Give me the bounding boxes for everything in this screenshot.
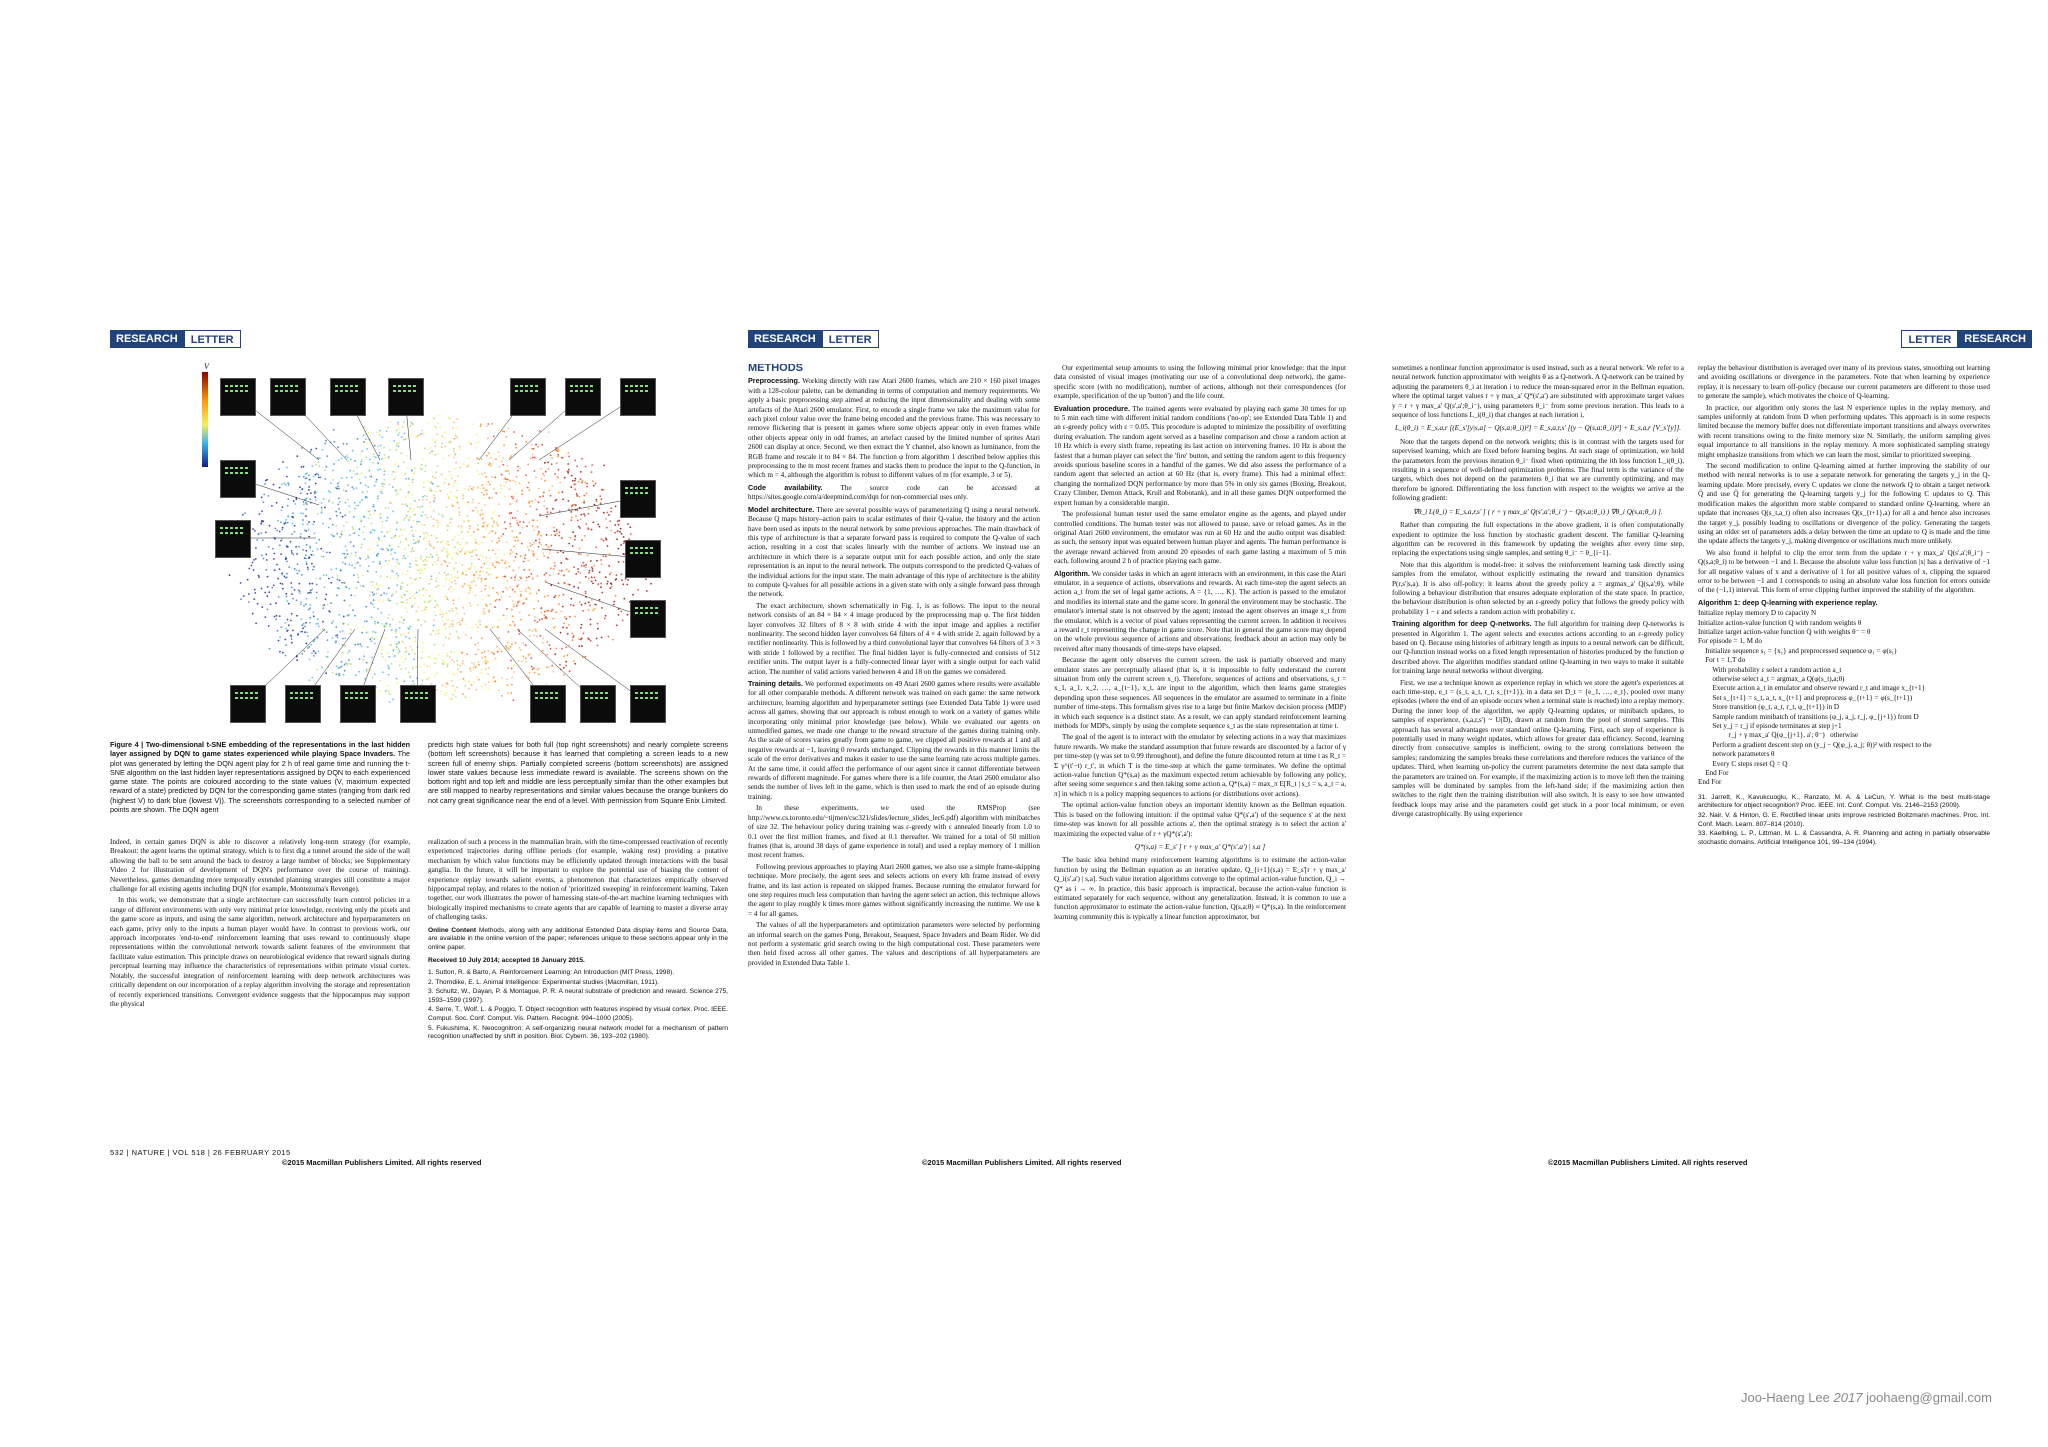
figure-caption-left: [110, 740, 410, 814]
game-screenshot: [215, 520, 251, 558]
methods-heading: METHODS: [748, 364, 803, 374]
copyright-page3: ©2015 Macmillan Publishers Limited. All rights reserved: [1548, 1158, 1748, 1167]
online-content-title: Online Content: [428, 926, 477, 934]
reference-list: [1698, 794, 1990, 848]
body-column-right: [428, 838, 728, 1148]
algorithm-line: network parameters θ: [1698, 750, 1775, 759]
copyright-page1: ©2015 Macmillan Publishers Limited. All rights reserved: [282, 1158, 482, 1167]
reference-list: [428, 969, 728, 1042]
game-screenshot: [220, 460, 256, 498]
paragraph: The professional human tester used the same emulator engine as the agents, and played under controlled conditions. The human tester was not allowed to pause, save or reload games. As in the original Atari 2600 environment, the emulator was run at 60 Hz and the audio output was disabled: as such, the sensory input was equated between human player and agents. The human performance is the average reward achieved from around 20 episodes of each game lasting a maximum of 5 min each, following around 2 h of practice playing each game.: [1054, 510, 1346, 566]
algorithm-title: Algorithm 1: deep Q-learning with experience replay.: [1698, 597, 1878, 607]
algorithm-line: For episode = 1, M do: [1698, 637, 1762, 646]
paragraph: In this work, we demonstrate that a single architecture can successfully learn control policies in a range of different environments with only very minimal prior knowledge, receiving only the pixels and the game score as inputs, and using the same algorithm, network architecture and hyperparameters on each game, privy only to the inputs a human player would have. In contrast to previous work, our approach incorporates 'end-to-end' reinforcement learning that uses reward to continuously shape representations within the convolutional network towards salient features of the environment that facilitate value estimation. This principle draws on neurobiological evidence that reward signals during perceptual learning may influence the characteristics of representations within primate visual cortex. Notably, the successful integration of reinforcement learning with deep network architectures was critically dependent on our incorporation of a replay algorithm involving the storage and representation of recently experienced transitions. Convergent evidence suggests that the hippocampus may support the physical: [110, 896, 410, 1008]
paragraph: Following previous approaches to playing Atari 2600 games, we also use a simple frame-skipping technique. More precisely, the agent sees and selects actions on every kth frame instead of every frame, and its last action is repeated on skipped frames. Because running the emulator forward for one step requires much less computation than having the agent select an action, this technique allows the agent to play roughly k times more games without significantly increasing the runtime. We use k = 4 for all games.: [748, 862, 1040, 918]
paragraph: There are several possible ways of parameterizing Q using a neural network. Because Q maps history–action pairs to scalar estimates of their Q-value, the history and the action have been used as inputs to the neural network by some previous approaches. The main drawback of this type of architecture is that a separate forward pass is required to compute the Q-value of each action, resulting in a cost that scales linearly with the number of actions. We instead use an architecture in which there is a separate output unit for each possible action, and only the state representation is an input to the neural network. The outputs correspond to the predicted Q-values of the individual actions for the input state. The main advantage of this type of architecture is the ability to compute Q-values for all possible actions in a given state with only a single forward pass through the network.: [748, 505, 1040, 599]
paragraph: Because the agent only observes the current screen, the task is partially observed and many emulator states are perceptually aliased (that is, it is impossible to fully understand the current situation from only the current screen x_t). Therefore, sequences of actions and observations, s_t = x_1, a_1, x_2, …, a_{t−1}, x_t, are input to the algorithm, which then learns game strategies depending upon these sequences. All sequences in the emulator are assumed to terminate in a finite number of time-steps. This formalism gives rise to a large but finite Markov decision process (MDP) in which each sequence is a distinct state. As a result, we can apply standard reinforcement learning methods for MDPs, simply by using the complete sequence s_t as the state representation at time t.: [1054, 656, 1346, 731]
game-screenshot: [220, 378, 256, 416]
paragraph: The optimal action-value function obeys an important identity known as the Bellman equation. This is based on the following intuition: if the optimal value Q*(s',a') of the sequence s' at the next time-step was known for all possible actions a', then the optimal strategy is to select the action a' maximizing the expected value of r + γQ*(s',a'):: [1054, 801, 1346, 838]
game-screenshot: [230, 685, 266, 723]
subheading: Training algorithm for deep Q-networks.: [1392, 619, 1532, 629]
game-screenshot: [530, 685, 566, 723]
game-screenshot: [330, 378, 366, 416]
algorithm-line: With probability ε select a random action a_t: [1698, 665, 1842, 674]
game-screenshot: [340, 685, 376, 723]
subheading: Training details.: [748, 679, 803, 688]
game-screenshot: [388, 378, 424, 416]
game-screenshot: [270, 378, 306, 416]
algorithm-line: otherwise select a_t = argmax_a Q(φ(s_t),a;θ): [1698, 675, 1845, 683]
section-tag: [110, 330, 241, 348]
game-screenshot: [625, 540, 661, 578]
subheading: Preprocessing.: [748, 376, 800, 386]
paragraph: replay the behaviour distribution is averaged over many of its previous states, smoothing out learning and avoiding oscillations or divergence in the parameters. Note that when learning by experience replay, it is necessary to learn off-policy (because our current parameters are different to those used to generate the sample), which motivates the choice of Q-learning.: [1698, 364, 1990, 401]
tag-research: RESEARCH: [110, 330, 184, 348]
game-screenshot: [565, 378, 601, 416]
online-content: [428, 927, 728, 953]
paragraph: The values of all the hyperparameters and optimization parameters were selected by performing an informal search on the games Pong, Breakout, Seaquest, Space Invaders and Beam Rider. We did not perform a systematic grid search owing to the high computational cost. These parameters were then held fixed across all other games. The values and descriptions of all hyperparameters are provided in Extended Data Table 1.: [748, 921, 1040, 967]
game-screenshot: [400, 685, 436, 723]
algorithm-line: Execute action a_t in emulator and observe reward r_t and image x_{t+1}: [1698, 684, 1926, 693]
game-screenshot: [510, 378, 546, 416]
subheading: Code availability.: [748, 482, 823, 492]
paragraph: The goal of the agent is to interact with the emulator by selecting actions in a way that maximizes future rewards. We make the standard assumption that future rewards are discounted by a factor of γ per time-step (γ was set to 0.99 throughout), and define the future discounted return at time t as R_t = Σ γ^(t'−t) r_t', in which T is the time-step at which the game terminates. We define the optimal action-value function Q*(s,a) as the maximum expected return achievable by following any policy, after seeing some sequence s and then taking some action a, Q*(s,a) = max_π E[R_t | s_t = s, a_t = a, π] in which π is a policy mapping sequences to actions (or distributions over actions).: [1054, 733, 1346, 798]
paragraph: The trained agents were evaluated by playing each game 30 times for up to 5 min each time with different initial random conditions ('no-op'; see Extended Data Table 1) and an ε-greedy policy with ε = 0.05. This procedure is adopted to minimize the possibility of overfitting during evaluation. The random agent served as a baseline comparison and chose a random action at 10 Hz which is every sixth frame, repeating its last action on intervening frames. 10 Hz is about the fastest that a human player can select the 'fire' button, and setting the random agent to this frequency avoids spurious baseline scores in a handful of the games. We did also assess the performance of a random agent that selected an action at 60 Hz (that is, every frame). This had a minimal effect: changing the normalized DQN performance by more than 5% in only six games (Boxing, Breakout, Crazy Climber, Demon Attack, Krull and Robotank), and in all these games DQN outperformed the expert human by a considerable margin.: [1054, 404, 1346, 507]
methods-column-right: [1698, 364, 1990, 1154]
gradient-equation: ∇θ_i L(θ_i) = E_s,a,r,s' [ ( r + γ max_a' Q(s',a';θ_i⁻) − Q(s,a;θ_i) ) ∇θ_i Q(s,a;θ_i) ].: [1413, 507, 1663, 516]
paragraph: The source code can be accessed at https://sites.google.com/a/deepmind.com/dqn for non-commercial uses only.: [748, 483, 1040, 502]
algorithm-line: Initialize sequence s₁ = {x₁} and preprocessed sequence φ₁ = φ(s₁): [1698, 646, 1897, 655]
figure-4-tsne: [110, 360, 735, 732]
paragraph: We performed experiments on 49 Atari 2600 games where results were available for all other comparable methods. A different network was trained on each game: the same network architecture, learning algorithm and hyperparameter settings (see Extended Data Table 1) were used across all games, showing that our approach is robust enough to work on a variety of games while incorporating only minimal prior knowledge (see below). While we evaluated our agents on unmodified games, we made one change to the reward structure of the games during training only. As the scale of scores varies greatly from game to game, we clipped all positive rewards at 1 and all negative rewards at −1, leaving 0 rewards unchanged. Clipping the rewards in this manner limits the scale of the error derivatives and makes it easier to use the same learning rate across multiple games. At the same time, it could affect the performance of our agent since it cannot differentiate between rewards of different magnitude. For games where there is a life counter, the Atari 2600 emulator also sends the number of lives left in the game, which is then used to mark the end of an episode during training.: [748, 680, 1040, 801]
paragraph: We also found it helpful to clip the error term from the update r + γ max_a' Q(s',a';θ_i⁻) − Q(s,a;θ_i) to be between −1 and 1. Because the absolute value loss function |x| has a derivative of −1 for all negative values of x and a derivative of 1 for all positive values of x, clipping the squared error to be between −1 and 1 corresponds to using an absolute value loss function for errors outside of the (−1,1) interval. This form of error clipping further improved the stability of the algorithm.: [1698, 548, 1990, 595]
section-tag: [1901, 330, 2032, 348]
tag-letter: LETTER: [822, 330, 879, 348]
paragraph: realization of such a process in the mammalian brain, with the time-compressed reactivation of recently experienced trajectories during offline periods (for example, waking rest) providing a putative mechanism by which value functions may be efficiently updated through interactions with the basal ganglia. In the future, it will be important to explore the potential use of biasing the content of experience replay towards salient events, a phenomenon that characterizes empirically observed hippocampal replay, and relates to the notion of 'prioritized sweeping' in reinforcement learning. Taken together, our work illustrates the power of harnessing state-of-the-art machine learning techniques with biologically inspired mechanisms to create agents that are capable of learning to master a diverse array of challenging tasks.: [428, 838, 728, 922]
reference-item: 31. Jarrett, K., Kavukcuoglu, K., Ranzato, M. A. & LeCun, Y. What is the best multi-stage architecture for object recognition? Proc. IEEE. Int. Conf. Comput. Vis. 2146–2153 (2009).: [1698, 793, 1990, 810]
caption-text: The plot was generated by letting the DQN agent play for 2 h of real game time and running the t-SNE algorithm on the last hidden layer representations assigned by DQN to each experienced game state. The points are coloured according to the state values (V, maximum expected reward of a state) predicted by DQN for the corresponding game states (ranging from dark red (highest V) to dark blue (lowest V)). The screenshots corresponding to a selected number of points are shown. The DQN agent: [110, 749, 410, 815]
watermark-email: joohaeng@gmail.com: [1866, 1390, 1992, 1405]
watermark-name: Joo-Haeng Lee: [1740, 1390, 1830, 1405]
paragraph: The full algorithm for training deep Q-networks is presented in Algorithm 1. The agent selects and executes actions according to an ε-greedy policy based on Q. Because using histories of arbitrary length as inputs to a neural network can be difficult, our Q-function instead works on a fixed length representation of histories produced by the function φ described above. The algorithm modifies standard online Q-learning in two ways to make it suitable for training large neural networks without diverging.: [1392, 620, 1684, 676]
tag-letter: LETTER: [184, 330, 241, 348]
paragraph: The exact architecture, shown schematically in Fig. 1, is as follows. The input to the neural network consists of an 84 × 84 × 4 image produced by the preprocessing map φ. The first hidden layer convolves 32 filters of 8 × 8 with stride 4 with the input image and applies a rectifier nonlinearity. The second hidden layer convolves 64 filters of 4 × 4 with stride 2, again followed by a rectifier nonlinearity. This is followed by a third convolutional layer that convolves 64 filters of 3 × 3 with stride 1 followed by a rectifier. The final hidden layer is fully-connected and consists of 512 rectifier units. The output layer is a fully-connected linear layer with a single output for each valid action. The number of valid actions varied between 4 and 18 on the games we considered.: [748, 601, 1040, 676]
paragraph: In practice, our algorithm only stores the last N experience tuples in the replay memory, and samples uniformly at random from D when performing updates. This approach is in some respects limited because the memory buffer does not differentiate important transitions and always overwrites with recent transitions owing to the finite memory size N. Similarly, the uniform sampling gives equal importance to all transitions in the replay memory. A more sophisticated sampling strategy might emphasize transitions from which we can learn the most, similar to prioritized sweeping.: [1698, 403, 1990, 459]
figure-caption-right: predicts high state values for both full (top right screenshots) and nearly complete screens (bottom left screenshots) because it has learned that completing a screen leads to a new screen full of enemy ships. Partially completed screens (bottom screenshots) are assigned lower state values because less immediate reward is available. The screens shown on the bottom right and top left and middle are less perceptually similar than the other examples but are still mapped to nearby representations and similar values because the orange bunkers do not carry great significance near the end of a level. With permission from Square Enix Limited.: [428, 740, 728, 805]
page-methods-continued: [1392, 330, 2032, 1160]
algorithm-line: Set y_j = r_j if episode terminates at step j+1: [1698, 722, 1842, 731]
tag-research: RESEARCH: [748, 330, 822, 348]
body-column-left: [110, 838, 410, 1148]
reference-item: 5. Fukushima, K. Neocognitron: A self-organizing neural network model for a mechanism of pattern recognition unaffected by shift in position. Biol. Cybern. 36, 193–202 (1980).: [428, 1024, 728, 1041]
paragraph: Note that this algorithm is model-free: it solves the reinforcement learning task directly using samples from the emulator, without explicitly estimating the reward and transition dynamics P(r,s'|s,a). It is also off-policy: it learns about the greedy policy a = argmax_a' Q(s,a';θ), while following a behaviour distribution that ensures adequate exploration of the state space. In practice, the behaviour distribution is often selected by an ε-greedy policy that follows the greedy policy with probability 1 − ε and selects a random action with probability ε.: [1392, 560, 1684, 616]
methods-column-left: [1392, 364, 1684, 1154]
received-date: Received 10 July 2014; accepted 16 January 2015.: [428, 957, 585, 965]
algorithm-line: Perform a gradient descent step on (y_j − Q(φ_j, a_j; θ))² with respect to the: [1698, 740, 1932, 749]
reference-item: 4. Serre, T., Wolf, L. & Poggio, T. Object recognition with features inspired by visual cortex. Proc. IEEE. Comput. Soc. Conf. Comput. Vis. Pattern. Recognit. 994–1000 (2005).: [428, 1006, 728, 1022]
algorithm-line: r_j + γ max_a' Q̂(φ_{j+1}, a'; θ⁻) otherwise: [1698, 731, 1859, 740]
paragraph: In these experiments, we used the RMSProp (see http://www.cs.toronto.edu/~tijmen/csc321/slides/lecture_slides_lec6.pdf) algorithm with minibatches of size 32. The behaviour policy during training was ε-greedy with ε annealed linearly from 1.0 to 0.1 over the first million frames, and fixed at 0.1 thereafter. We trained for a total of 50 million frames (that is, around 38 days of game experience in total) and used a replay memory of 1 million most recent frames.: [748, 804, 1040, 860]
paragraph: The basic idea behind many reinforcement learning algorithms is to estimate the action-value function by using the Bellman equation as an iterative update, Q_{i+1}(s,a) = E_s'[r + γ max_a' Q_i(s',a') | s,a]. Such value iteration algorithms converge to the optimal action-value function, Q_i → Q* as i → ∞. In practice, this basic approach is impractical, because the action-value function is estimated separately for each sequence, without any generalization. Instead, it is common to use a function approximator to estimate the action-value function, Q(s,a;θ) ≈ Q*(s,a). In the reinforcement learning community this is typically a linear function approximator, but: [1054, 856, 1346, 921]
game-screenshot: [620, 378, 656, 416]
algorithm-line: Set s_{t+1} = s_t, a_t, x_{t+1} and preprocess φ_{t+1} = φ(s_{t+1}): [1698, 693, 1913, 702]
tag-letter: LETTER: [1901, 330, 1958, 348]
algorithm-line: Initialize action-value function Q with random weights θ: [1698, 618, 1862, 627]
watermark: [1741, 1390, 1992, 1405]
paragraph: The second modification to online Q-learning aimed at further improving the stability of our method with neural networks is to use a separate network for generating the targets y_j in the Q-learning update. More precisely, every C updates we clone the network Q to obtain a target network Q̂ and use Q̂ for generating the Q-learning targets y_j for the following C updates to Q. This modification makes the algorithm more stable compared to standard online Q-learning, where an update that increases Q(s_t,a_t) often also increases Q(s_{t+1},a) for all a and hence also increases the target y_j, possibly leading to oscillations or divergence of the policy. Generating the targets using an older set of parameters adds a delay between the time an update to Q is made and the time the update affects the targets y_j, making divergence or oscillations much more unlikely.: [1698, 462, 1990, 546]
methods-column-left: [748, 364, 1040, 1154]
reference-item: 2. Thorndike, E. L. Animal Intelligence: Experimental studies (Macmillan, 1911).: [428, 978, 660, 986]
algorithm-1: [1698, 609, 1990, 788]
subheading: Algorithm.: [1054, 568, 1090, 578]
game-screenshot: [285, 685, 321, 723]
online-content-text: Methods, along with any additional Extended Data display items and Source Data, are available in the online version of the paper; references unique to these sections appear only in the online paper.: [428, 926, 728, 951]
paragraph: Indeed, in certain games DQN is able to discover a relatively long-term strategy (for example, Breakout: the agent learns the optimal strategy, which is to first dig a tunnel around the side of the wall allowing the ball to be sent around the back to destroy a large number of blocks; see Supplementary Video 2 for illustration of development of DQN's performance over the course of training). Nevertheless, games demanding more temporally extended planning strategies still constitute a major challenge for all existing agents including DQN (for example, Montezuma's Revenge).: [110, 838, 410, 894]
loss-equation: L_i(θ_i) = E_s,a,r [(E_s'[y|s,a] − Q(s,a;θ_i))²] = E_s,a,r,s' [(y − Q(s,a;θ_i))²] + E_s,a,r [V_s'[y]].: [1394, 424, 1682, 433]
subheading: Evaluation procedure.: [1054, 403, 1130, 413]
algorithm-line: Sample random minibatch of transitions (φ_j, a_j, r_j, φ_{j+1}) from D: [1698, 712, 1919, 721]
game-screenshot: [580, 685, 616, 723]
paragraph: Working directly with raw Atari 2600 frames, which are 210 × 160 pixel images with a 128-colour palette, can be demanding in terms of computation and memory requirements. We apply a basic preprocessing step aimed at reducing the input dimensionality and dealing with some artefacts of the Atari 2600 emulator. First, to encode a single frame we take the maximum value for each pixel colour value over the frame being encoded and the previous frame. This was necessary to remove flickering that is present in games where some objects appear only in even frames while other objects appear only in odd frames, an artefact caused by the limited number of sprites Atari 2600 can display at once. Second, we then extract the Y channel, also known as luminance, from the RGB frame and rescale it to 84 × 84. The function φ from algorithm 1 described below applies this preprocessing to the m most recent frames and stacks them to produce the input to the Q-function, in which m = 4, although the algorithm is robust to different values of m (for example, 3 or 5).: [748, 377, 1040, 480]
game-screenshot: [620, 480, 656, 518]
tag-research: RESEARCH: [1958, 330, 2032, 348]
reference-item: 1. Sutton, R. & Barto, A. Reinforcement Learning: An Introduction (MIT Press, 1998).: [428, 969, 675, 977]
game-screenshot: [630, 685, 666, 723]
algorithm-line: End For: [1698, 769, 1729, 778]
caption-title: Figure 4 | Two-dimensional t-SNE embedding of the representations in the last hidden layer assigned by DQN to game states experienced while playing Space Invaders.: [110, 740, 410, 759]
watermark-year: 2017: [1833, 1390, 1863, 1405]
paragraph: Rather than computing the full expectations in the above gradient, it is often computationally expedient to optimize the loss function by stochastic gradient descent. The familiar Q-learning algorithm can be recovered in this framework by updating the weights after every time step, replacing the expectations using single samples, and setting θ_i⁻ = θ_{i−1}.: [1392, 521, 1684, 558]
paragraph: sometimes a nonlinear function approximator is used instead, such as a neural network. We refer to a neural network function approximator with weights θ as a Q-network. A Q-network can be trained by adjusting the parameters θ_i at iteration i to reduce the mean-squared error in the Bellman equation, where the optimal target values r + γ max_a' Q*(s',a') are substituted with approximate target values y = r + γ max_a' Q(s',a';θ_i⁻), using parameters θ_i⁻ from some previous iteration. This leads to a sequence of loss functions L_i(θ_i) that changes at each iteration i,: [1392, 364, 1684, 420]
methods-column-right: [1054, 364, 1346, 1154]
algorithm-line: End For: [1698, 778, 1722, 787]
algorithm-line: For t = 1,T do: [1698, 656, 1746, 665]
subheading: Model architecture.: [748, 504, 815, 514]
reference-item: 33. Kaelbling, L. P., Littman, M. L. & Cassandra, A. R. Planning and acting in partially observable stochastic domains. Artificial Intelligence 101, 99–134 (1994).: [1698, 830, 1990, 846]
colorbar: [202, 372, 208, 467]
colorbar-label: V: [204, 362, 209, 371]
reference-item: 3. Schultz, W., Dayan, P. & Montague, P. R. A neural substrate of prediction and reward. Science 275, 1593–1599 (1997).: [428, 988, 728, 1004]
algorithm-line: Initialize target action-value function Q̂ with weights θ⁻ = θ: [1698, 627, 1871, 636]
copyright-page2: ©2015 Macmillan Publishers Limited. All rights reserved: [922, 1158, 1122, 1167]
game-screenshot: [630, 600, 666, 638]
algorithm-line: Store transition (φ_t, a_t, r_t, φ_{t+1}) in D: [1698, 703, 1840, 712]
page-532: [110, 330, 750, 1160]
folio: 532 | NATURE | VOL 518 | 26 FEBRUARY 2015: [110, 1148, 291, 1157]
paragraph: Note that the targets depend on the network weights; this is in contrast with the targets used for supervised learning, which are fixed before learning begins. At each stage of optimization, we hold the parameters from the previous iteration θ_i⁻ fixed when optimizing the ith loss function L_i(θ_i), resulting in a sequence of well-defined optimization problems. The final term is the variance of the targets, which does not depend on the parameters θ_i that we are currently optimizing, and may therefore be ignored. Differentiating the loss function with respect to the weights we arrive at the following gradient:: [1392, 437, 1684, 503]
paragraph: We consider tasks in which an agent interacts with an environment, in this case the Atari emulator, in a sequence of actions, observations and rewards. At each time-step the agent selects an action a_t from the set of legal game actions, A = {1, …, K}. The action is passed to the emulator and modifies its internal state and the game score. In general the environment may be stochastic. The emulator's internal state is not observed by the agent; instead the agent observes an image x_t from the emulator, which is a vector of pixel values representing the current screen. In addition it receives a reward r_t representing the change in game score. Note that in general the game score may depend on the whole previous sequence of actions and observations; feedback about an action may only be received after many thousands of time-steps have elapsed.: [1054, 569, 1346, 653]
reference-item: 32. Nair, V. & Hinton, G. E. Rectified linear units improve restricted Boltzmann machines. Proc. Int. Conf. Mach. Learn. 807–814 (2010).: [1698, 812, 1990, 828]
algorithm-line: Every C steps reset Q̂ = Q: [1698, 759, 1788, 768]
section-tag: [748, 330, 879, 348]
paragraph: First, we use a technique known as experience replay in which we store the agent's experiences at each time-step, e_t = (s_t, a_t, r_t, s_{t+1}), in a data set D_t = {e_1, …, e_t}, pooled over many episodes (where the end of an episode occurs when a terminal state is reached) into a replay memory. During the inner loop of the algorithm, we apply Q-learning updates, or minibatch updates, to samples of experience, (s,a,r,s') ~ U(D), drawn at random from the pool of stored samples. This approach has several advantages over standard online Q-learning. First, each step of experience is potentially used in many weight updates, which allows for greater data efficiency. Second, learning directly from consecutive samples is inefficient, owing to the strong correlations between the samples; randomizing the samples breaks these correlations and therefore reduces the variance of the updates. Third, when learning on-policy the current parameters determine the next data sample that the parameters are trained on. For example, if the maximizing action is to move left then the training samples will be dominated by samples from the left-hand side; if the maximizing action then switches to the right then the training distribution will also switch. It is easy to see how unwanted feedback loops may arise and the parameters could get stuck in a poor local minimum, or even diverge catastrophically. By using experience: [1392, 678, 1684, 819]
bellman-equation: Q*(s,a) = E_s' [ r + γ max_a' Q*(s',a') | s,a ]: [1134, 842, 1266, 851]
algorithm-line: Initialize replay memory D to capacity N: [1698, 609, 1817, 618]
paragraph: Our experimental setup amounts to using the following minimal prior knowledge: that the input data consisted of visual images (motivating our use of a convolutional deep network), the game-specific score (with no modification), number of actions, although not their correspondences (for example, specification of the up 'button') and the life count.: [1054, 364, 1346, 401]
page-methods: [748, 330, 1388, 1160]
